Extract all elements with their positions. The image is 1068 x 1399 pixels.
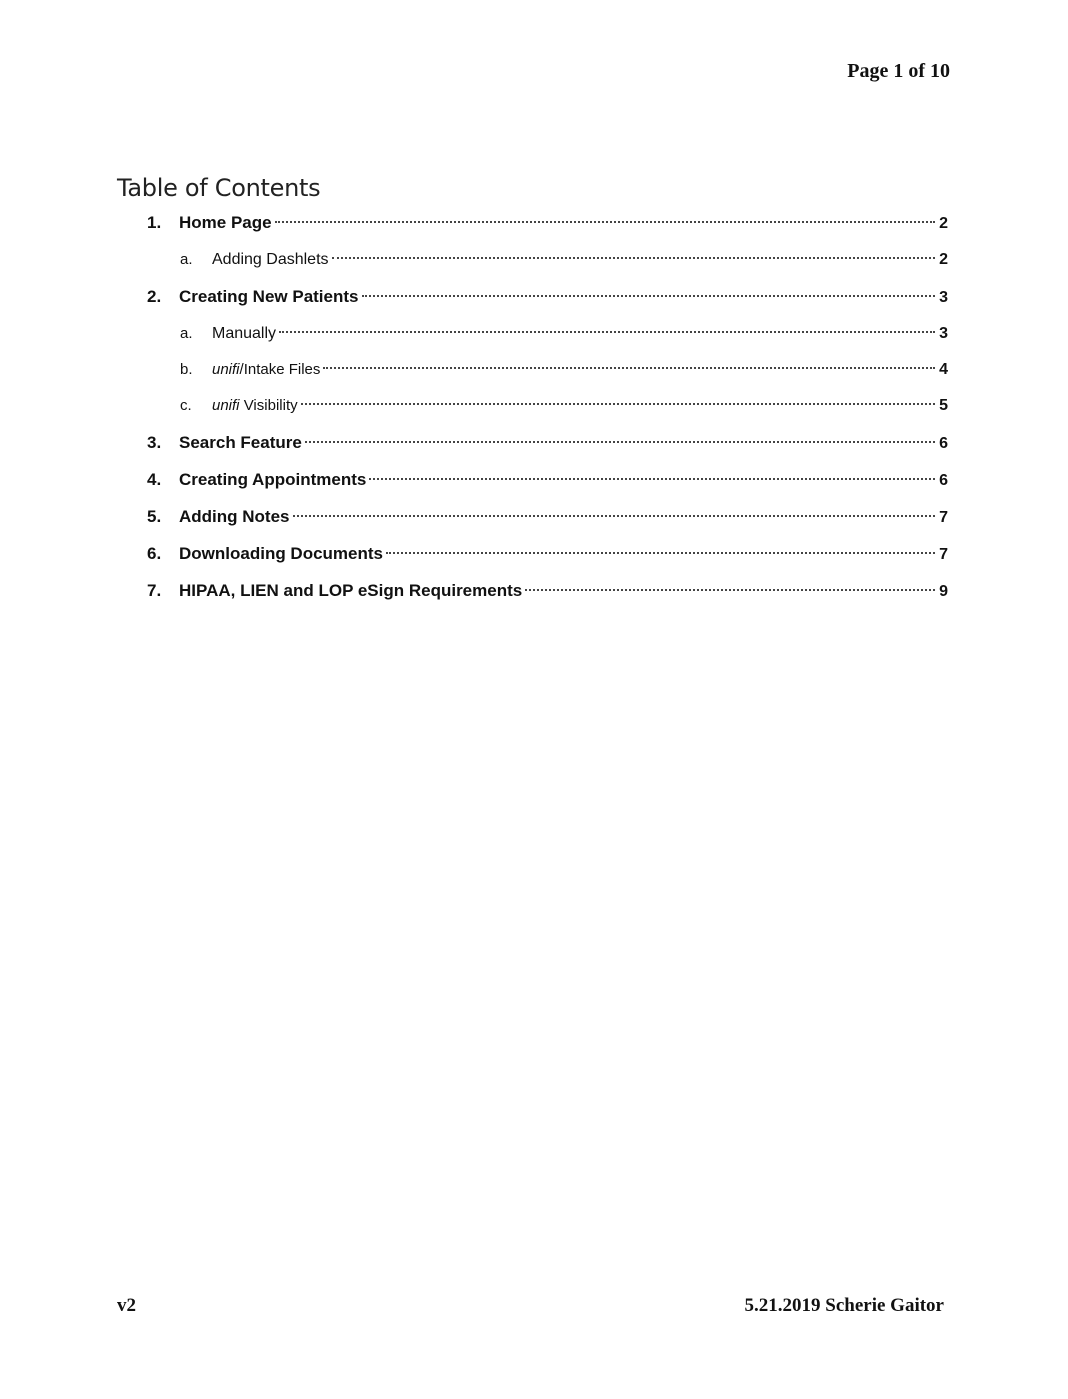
toc-dot-leader: [525, 589, 935, 591]
toc-entry-page: 7: [939, 509, 948, 526]
toc-entry-label: Manually: [212, 325, 277, 342]
toc-entry-number: c.: [180, 397, 192, 414]
toc-entry-downloading-documents[interactable]: [0, 539, 1068, 569]
toc-entry-adding-dashlets[interactable]: [0, 245, 1068, 275]
toc-entry-page: 3: [939, 325, 948, 342]
toc-entry-label: [212, 355, 320, 385]
toc-dot-leader: [305, 441, 935, 443]
toc-entry-page: 7: [939, 546, 948, 563]
toc-entry-search-feature[interactable]: [0, 428, 1068, 458]
toc-dot-leader: [332, 257, 935, 259]
toc-entry-number: 3.: [147, 433, 162, 452]
toc-entry-number: a.: [180, 325, 193, 342]
toc-entry-label: Creating New Patients: [179, 287, 359, 306]
toc-entry-number: 7.: [147, 581, 162, 600]
toc-entry-unifi-visibility[interactable]: [0, 391, 1068, 421]
toc-entry-label: Adding Notes: [179, 507, 290, 526]
toc-dot-leader: [369, 478, 935, 480]
toc-entry-page: 3: [939, 289, 948, 306]
toc-entry-number: 5.: [147, 507, 162, 526]
toc-entry-number: 6.: [147, 544, 162, 563]
toc-entry-adding-notes[interactable]: [0, 502, 1068, 532]
toc-entry-number: 4.: [147, 470, 162, 489]
toc-dot-leader: [323, 367, 935, 369]
toc-entry-home-page[interactable]: [0, 208, 1068, 238]
toc-entry-label-rest: /Intake Files: [239, 361, 321, 378]
toc-entry-creating-appointments[interactable]: [0, 465, 1068, 495]
toc-dot-leader: [362, 295, 936, 297]
toc-dot-leader: [386, 552, 935, 554]
toc-entry-unifi-intake-files[interactable]: [0, 355, 1068, 385]
toc-entry-label: HIPAA, LIEN and LOP eSign Requirements: [179, 581, 523, 600]
toc-title: Table of Contents: [117, 174, 321, 202]
toc-dot-leader: [279, 331, 935, 333]
toc-entry-label: [212, 391, 298, 421]
toc-entry-page: 6: [939, 472, 948, 489]
toc-entry-page: 2: [939, 215, 948, 232]
toc-entry-label: Adding Dashlets: [212, 251, 329, 268]
toc-entry-number: 1.: [147, 213, 162, 232]
toc-dot-leader: [293, 515, 936, 517]
toc-entry-page: 9: [939, 583, 948, 600]
toc-entry-manually[interactable]: [0, 319, 1068, 349]
toc-entry-label: Home Page: [179, 213, 272, 232]
footer-date-author: 5.21.2019 Scherie Gaitor: [744, 1295, 944, 1316]
toc-entry-number: 2.: [147, 287, 162, 306]
toc-entry-label-italic: unifi: [212, 361, 240, 378]
toc-entry-page: 4: [939, 361, 948, 378]
toc-entry-label: Search Feature: [179, 433, 302, 452]
toc-entry-hipaa-lien-lop[interactable]: [0, 576, 1068, 606]
toc-entry-label-rest: Visibility: [239, 397, 298, 414]
toc-entry-label: Downloading Documents: [179, 544, 383, 563]
toc-entry-page: 5: [939, 397, 948, 414]
toc-entry-number: b.: [180, 361, 193, 378]
toc-entry-number: a.: [180, 251, 193, 268]
page-number: Page 1 of 10: [847, 60, 950, 82]
toc-entry-page: 2: [939, 251, 948, 268]
toc-dot-leader: [301, 403, 935, 405]
toc-entry-page: 6: [939, 435, 948, 452]
toc-entry-creating-new-patients[interactable]: [0, 282, 1068, 312]
footer-version: v2: [117, 1295, 136, 1316]
toc-dot-leader: [275, 221, 935, 223]
toc-entry-label: Creating Appointments: [179, 470, 367, 489]
toc-entry-label-italic: unifi: [212, 397, 240, 414]
